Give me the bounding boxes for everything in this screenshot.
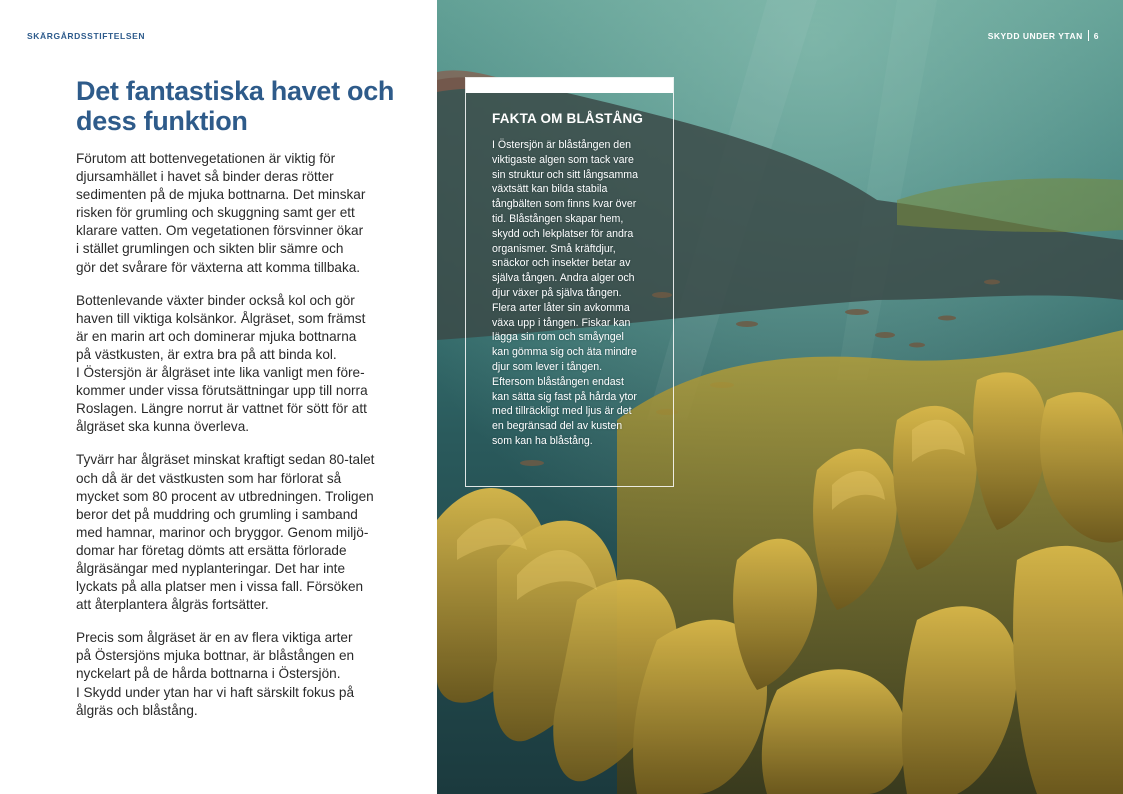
paragraph: Tyvärr har ålgräset minskat kraftigt sedan 80-talet och då är det västkusten som har förlorat så mycket som 80 procent av utbredningen. Troligen beror det på muddring och grumling i samband med hamnar, marinor och bryggor. Genom miljö- domar har företag dömts att ersätta förlorade ålgräsängar med nyplanteringar. Det har inte lyckats på alla platser men i vissa fall. Försöken att återplantera ålgräs fortsätter. bbox=[76, 452, 375, 613]
page-title: Det fantastiska havet och dess funktion bbox=[76, 76, 395, 136]
fact-box-top-bar bbox=[466, 78, 673, 93]
header-divider bbox=[1088, 30, 1089, 41]
running-header bbox=[988, 30, 1099, 41]
article-body bbox=[76, 150, 396, 735]
org-name: SKÄRGÅRDSSTIFTELSEN bbox=[27, 31, 146, 41]
left-page bbox=[0, 0, 437, 794]
paragraph: Precis som ålgräset är en av flera viktiga arter på Östersjöns mjuka bottnar, är blåstången en nyckelart på de hårda bottnarna i Östersjön. I Skydd under ytan har vi haft särskilt fokus på ålgräs och blåstång. bbox=[76, 630, 355, 718]
paragraph: Förutom att bottenvegetationen är viktig för djursamhället i havet så binder deras rötter sedimenten på de mjuka bottnarna. Det minskar risken för grumling och skuggning samt ger ett klarare vatten. Om vegetationen försvinner ökar i stället grumlingen och sikten blir sämre och gör det svårare för växterna att komma tillbaka. bbox=[76, 151, 366, 275]
fact-box bbox=[465, 77, 674, 487]
section-title: SKYDD UNDER YTAN bbox=[987, 30, 1083, 41]
fact-box-title: FAKTA OM BLÅSTÅNG bbox=[492, 111, 644, 126]
fact-box-text: I Östersjön är blåstången den viktigaste algen som tack vare sin struktur och sitt långsamma växtsätt kan bilda stabila tångbälten som finns kvar över tid. Blåstången skapar hem, skydd och lekplatser för andra organismer. Små kräftdjur, snäckor och insekter betar av själva tången. Andra alger och djur växer på själva tången. Flera arter låter sin avkomma växa upp i tången. Fiskar kan lägga sin rom och småyngel kan gömma sig och äta mindre djur som lever i tången. Eftersom blåstången endast kan sätta sig fast på hårda ytor med tillräckligt med ljus är det en begränsad del av kusten som kan ha blåstång. bbox=[492, 139, 639, 447]
page-number: 6 bbox=[1093, 30, 1099, 41]
paragraph: Bottenlevande växter binder också kol och gör haven till viktiga kolsänkor. Ålgräset, som främst är en marin art och dominerar mjuka bottnarna på västkusten, är extra bra på att binda kol. I Östersjön är ålgräset inte lika vanligt men före- kommer under vissa förutsättningar upp till norra Roslagen. Längre norrut är vattnet för sött för att ålgräset ska kunna överleva. bbox=[76, 292, 368, 435]
